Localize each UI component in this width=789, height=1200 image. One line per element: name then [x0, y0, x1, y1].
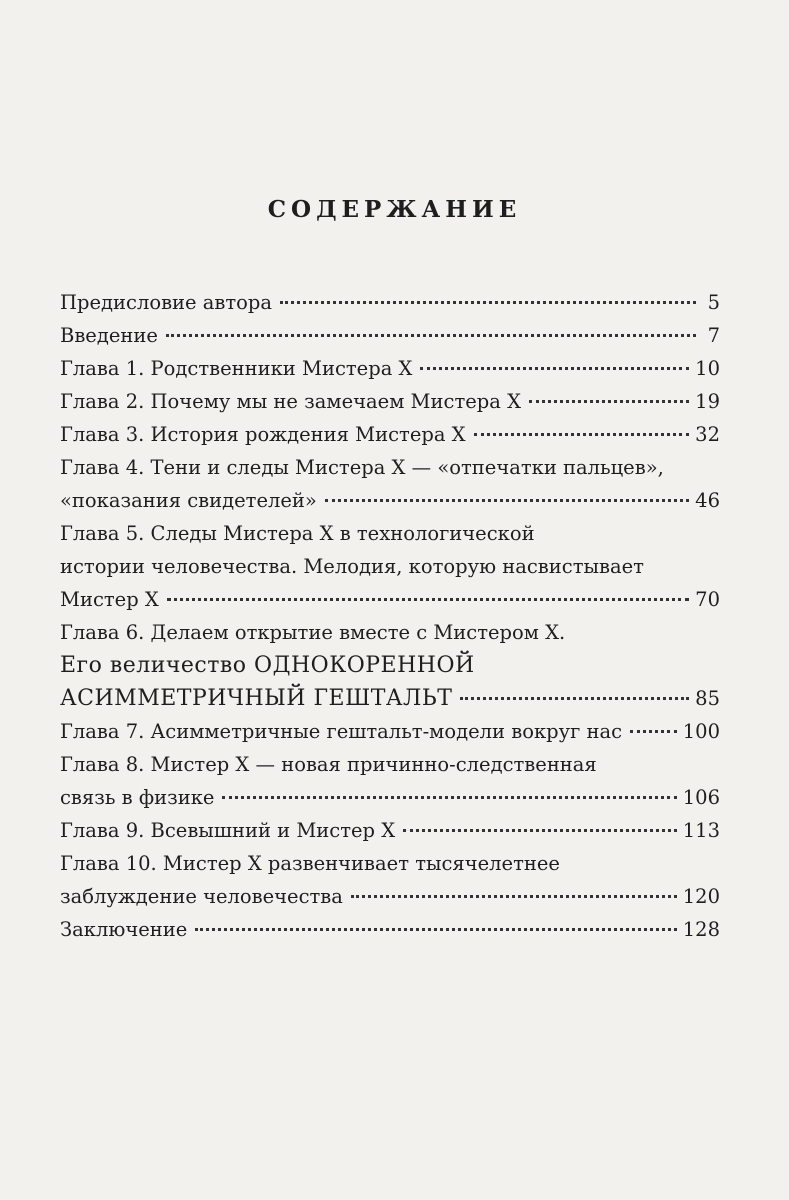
toc-entry [60, 616, 720, 715]
toc-entry [60, 451, 720, 517]
toc-page-number: 128 [682, 918, 720, 941]
leader-dots [280, 301, 696, 304]
toc-page-number: 10 [695, 357, 720, 380]
leader-dots [222, 796, 676, 799]
toc-entry-title: Глава 7. Асимметричные гештальт-модели вокруг нас [60, 720, 623, 743]
toc-entry-title: Мистер Х [60, 588, 159, 611]
toc-page-number: 120 [682, 885, 720, 908]
toc-entry [60, 715, 720, 748]
toc-line: Глава 4. Тени и следы Мистера Х — «отпечатки пальцев», [60, 456, 664, 479]
toc-entry-title: Глава 2. Почему мы не замечаем Мистера Х [60, 390, 521, 413]
toc-entry [60, 352, 720, 385]
toc-page-number: 5 [707, 291, 720, 314]
toc-entry-title: Предисловие автора [60, 291, 273, 314]
toc-line [60, 715, 720, 748]
toc-line [60, 352, 720, 385]
toc-page-number: 85 [695, 687, 720, 710]
toc-line [60, 814, 720, 847]
toc-entry [60, 385, 720, 418]
leader-dots [166, 334, 696, 337]
toc-page-number: 19 [695, 390, 720, 413]
table-of-contents [60, 286, 720, 946]
toc-entry [60, 418, 720, 451]
toc-line: Его величество ОДНОКОРЕННОЙ [60, 653, 475, 678]
toc-page-number: 106 [682, 786, 720, 809]
toc-entry [60, 319, 720, 352]
leader-dots [460, 697, 689, 700]
toc-line [60, 418, 720, 451]
toc-page-number: 32 [695, 423, 720, 446]
toc-entry [60, 517, 720, 616]
toc-line [60, 913, 720, 946]
toc-entry-title: Глава 9. Всевышний и Мистер Х [60, 819, 396, 842]
leader-dots [195, 928, 676, 931]
toc-page-number: 7 [707, 324, 720, 347]
toc-entry-title: АСИММЕТРИЧНЫЙ ГЕШТАЛЬТ [60, 686, 453, 711]
toc-entry-title: Введение [60, 324, 158, 347]
leader-dots [420, 367, 689, 370]
leader-dots [403, 829, 677, 832]
toc-entry-title: Глава 1. Родственники Мистера Х [60, 357, 413, 380]
toc-line [60, 484, 720, 517]
toc-line [60, 880, 720, 913]
toc-page-number: 70 [695, 588, 720, 611]
toc-page-number: 113 [682, 819, 720, 842]
toc-entry [60, 748, 720, 814]
toc-line [60, 682, 720, 715]
leader-dots [529, 400, 689, 403]
toc-line [60, 385, 720, 418]
toc-page-number: 100 [682, 720, 720, 743]
toc-line: Глава 6. Делаем открытие вместе с Мистером Х. [60, 621, 566, 644]
toc-entry [60, 286, 720, 319]
leader-dots [167, 598, 689, 601]
toc-line: Глава 10. Мистер Х развенчивает тысячелетнее [60, 852, 560, 875]
toc-line [60, 583, 720, 616]
toc-line: Глава 5. Следы Мистера Х в технологической [60, 522, 535, 545]
toc-entry [60, 913, 720, 946]
toc-page-number: 46 [695, 489, 720, 512]
leader-dots [630, 730, 677, 733]
toc-entry-title: Глава 3. История рождения Мистера Х [60, 423, 466, 446]
toc-entry-title: связь в физике [60, 786, 215, 809]
toc-line: истории человечества. Мелодия, которую насвистывает [60, 555, 644, 578]
page-title: СОДЕРЖАНИЕ [267, 196, 522, 223]
toc-entry-title: заблуждение человечества [60, 885, 343, 908]
leader-dots [474, 433, 690, 436]
leader-dots [325, 499, 689, 502]
toc-entry [60, 847, 720, 913]
toc-line [60, 319, 720, 352]
toc-entry-title: Заключение [60, 918, 188, 941]
toc-entry-title: «показания свидетелей» [60, 489, 317, 512]
toc-line: Глава 8. Мистер Х — новая причинно-следственная [60, 753, 597, 776]
toc-line [60, 781, 720, 814]
toc-entry [60, 814, 720, 847]
leader-dots [351, 895, 677, 898]
toc-line [60, 286, 720, 319]
